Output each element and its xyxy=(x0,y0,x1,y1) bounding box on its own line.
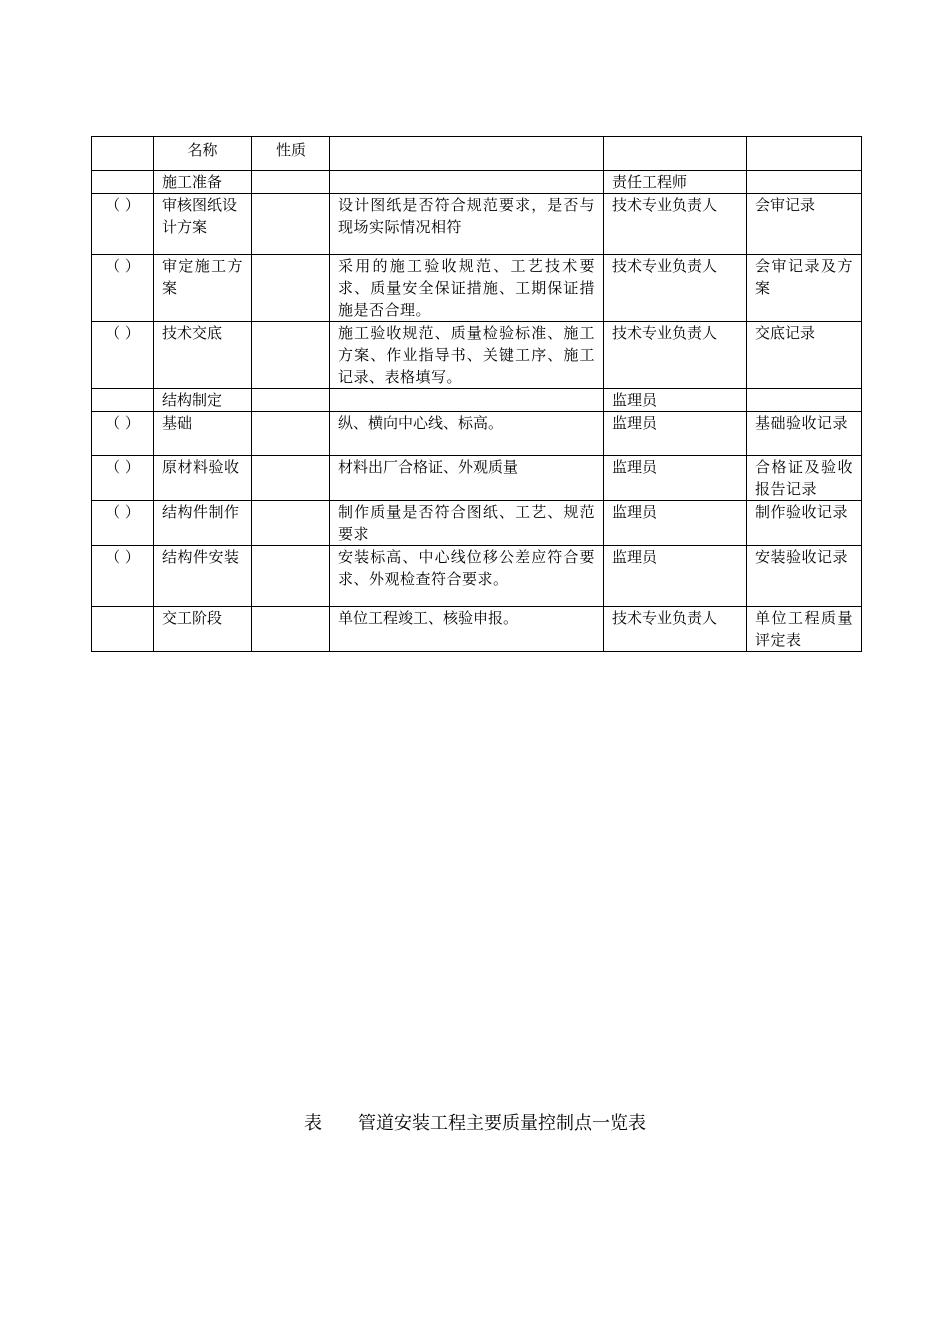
row-name: 结构制定 xyxy=(154,389,252,412)
table-row xyxy=(92,255,862,322)
row-record: 制作验收记录 xyxy=(747,501,862,546)
row-content: 采用的施工验收规范、工艺技术要求、质量安全保证措施、工期保证措施是否合理。 xyxy=(330,255,604,322)
header-cell-record xyxy=(747,137,862,171)
row-nature xyxy=(252,607,330,652)
row-content: 制作质量是否符合图纸、工艺、规范要求 xyxy=(330,501,604,546)
row-responsible: 监理员 xyxy=(604,412,747,456)
row-content: 单位工程竣工、核验申报。 xyxy=(330,607,604,652)
table-row xyxy=(92,607,862,652)
row-content: 施工验收规范、质量检验标准、施工方案、作业指导书、关键工序、施工记录、表格填写。 xyxy=(330,322,604,389)
row-mark xyxy=(92,607,154,652)
row-nature xyxy=(252,412,330,456)
row-name: 原材料验收 xyxy=(154,456,252,501)
row-responsible: 技术专业负责人 xyxy=(604,322,747,389)
row-nature xyxy=(252,546,330,607)
table-row xyxy=(92,389,862,412)
row-mark xyxy=(92,171,154,194)
row-nature xyxy=(252,456,330,501)
row-nature xyxy=(252,194,330,255)
row-nature xyxy=(252,322,330,389)
row-record xyxy=(747,389,862,412)
caption-label: 表 xyxy=(304,1113,322,1134)
row-nature xyxy=(252,255,330,322)
row-name: 结构件安装 xyxy=(154,546,252,607)
row-content: 安装标高、中心线位移公差应符合要求、外观检查符合要求。 xyxy=(330,546,604,607)
row-content: 纵、横向中心线、标高。 xyxy=(330,412,604,456)
row-nature xyxy=(252,171,330,194)
row-responsible: 责任工程师 xyxy=(604,171,747,194)
row-responsible: 技术专业负责人 xyxy=(604,607,747,652)
row-record: 交底记录 xyxy=(747,322,862,389)
row-responsible: 监理员 xyxy=(604,546,747,607)
row-responsible: 监理员 xyxy=(604,501,747,546)
header-cell-name: 名称 xyxy=(154,137,252,171)
quality-control-table xyxy=(91,136,862,652)
row-nature xyxy=(252,389,330,412)
row-record: 会审记录及方案 xyxy=(747,255,862,322)
row-mark: （ ） xyxy=(92,456,154,501)
table-row xyxy=(92,171,862,194)
row-record: 单位工程质量评定表 xyxy=(747,607,862,652)
row-name: 交工阶段 xyxy=(154,607,252,652)
row-name: 审定施工方案 xyxy=(154,255,252,322)
row-mark: （ ） xyxy=(92,194,154,255)
row-name: 基础 xyxy=(154,412,252,456)
row-responsible: 监理员 xyxy=(604,389,747,412)
row-content xyxy=(330,171,604,194)
row-record: 合格证及验收报告记录 xyxy=(747,456,862,501)
table-row xyxy=(92,456,862,501)
row-mark xyxy=(92,389,154,412)
row-mark: （ ） xyxy=(92,255,154,322)
table-row xyxy=(92,322,862,389)
table-row xyxy=(92,546,862,607)
row-mark: （ ） xyxy=(92,546,154,607)
row-record: 会审记录 xyxy=(747,194,862,255)
row-responsible: 技术专业负责人 xyxy=(604,194,747,255)
table-row xyxy=(92,501,862,546)
caption-title: 管道安装工程主要质量控制点一览表 xyxy=(358,1113,646,1134)
row-nature xyxy=(252,501,330,546)
row-content: 设计图纸是否符合规范要求，是否与现场实际情况相符 xyxy=(330,194,604,255)
table-row xyxy=(92,412,862,456)
row-mark: （ ） xyxy=(92,501,154,546)
row-name: 审核图纸设计方案 xyxy=(154,194,252,255)
row-record: 基础验收记录 xyxy=(747,412,862,456)
row-record xyxy=(747,171,862,194)
row-name: 技术交底 xyxy=(154,322,252,389)
row-responsible: 技术专业负责人 xyxy=(604,255,747,322)
table-row xyxy=(92,194,862,255)
header-cell-blank xyxy=(92,137,154,171)
row-responsible: 监理员 xyxy=(604,456,747,501)
table-caption xyxy=(0,1112,950,1136)
row-record: 安装验收记录 xyxy=(747,546,862,607)
header-cell-content xyxy=(330,137,604,171)
row-mark: （ ） xyxy=(92,412,154,456)
row-content: 材料出厂合格证、外观质量 xyxy=(330,456,604,501)
row-mark: （ ） xyxy=(92,322,154,389)
table-header-row xyxy=(92,137,862,171)
header-cell-responsible xyxy=(604,137,747,171)
row-name: 施工准备 xyxy=(154,171,252,194)
header-cell-nature: 性质 xyxy=(252,137,330,171)
row-content xyxy=(330,389,604,412)
row-name: 结构件制作 xyxy=(154,501,252,546)
